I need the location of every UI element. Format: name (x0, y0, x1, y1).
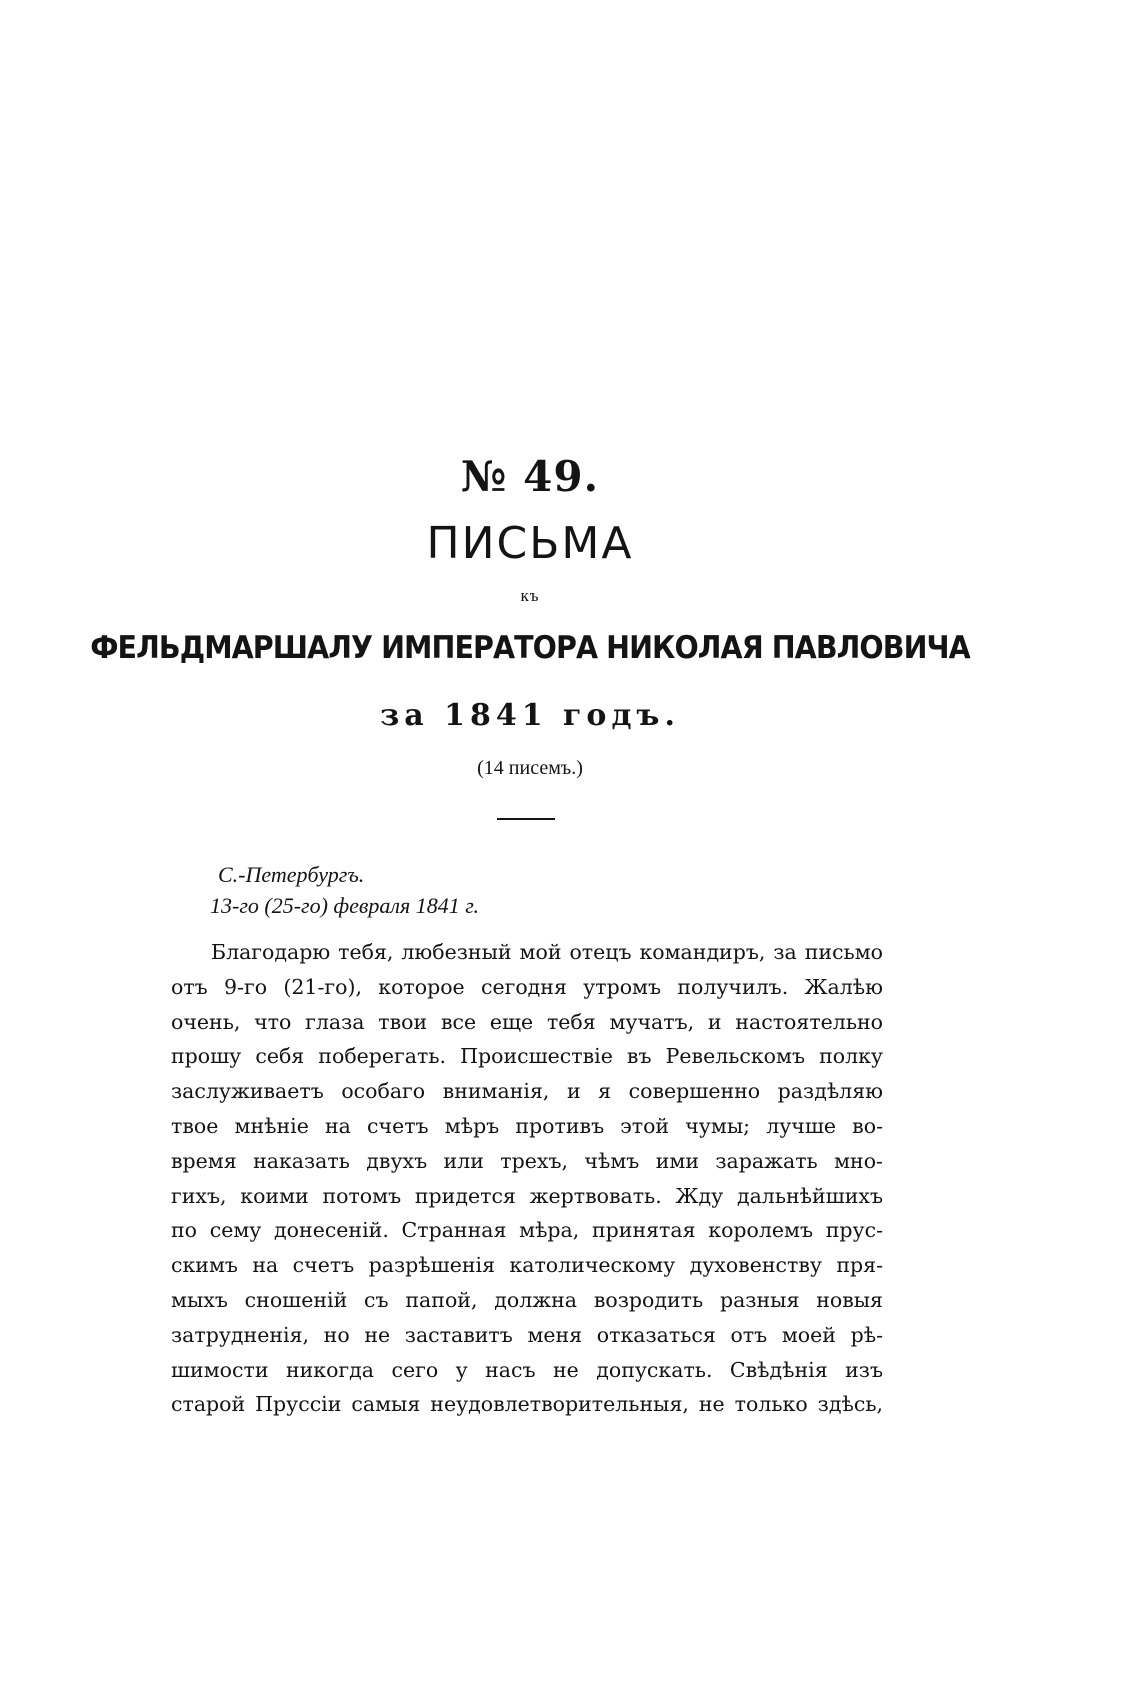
letter-count: (14 писемъ.) (477, 757, 583, 779)
title-preposition: къ (520, 586, 540, 605)
body-line: шимости никогда сего у насъ не допускать. Свѣдѣнія изъ (171, 1357, 883, 1382)
letter-date: 13-го (25-го) февраля 1841 г. (210, 893, 480, 918)
body-line: по сему донесеній. Странная мѣра, принятая королемъ прус- (171, 1218, 883, 1243)
body-line: гихъ, коими потомъ придется жертвовать. Жду дальнѣйшихъ (171, 1183, 883, 1208)
body-line: твое мнѣніе на счетъ мѣръ противъ этой чумы; лучше во- (171, 1113, 883, 1138)
body-line: старой Пруссіи самыя неудовлетворительныя, не только здѣсь, (171, 1392, 883, 1417)
letter-body (171, 935, 883, 1422)
divider-rule (497, 818, 555, 820)
body-line: очень, что глаза твои все еще тебя мучатъ, и настоятельно (171, 1009, 883, 1034)
document-number: № 49. (460, 452, 600, 501)
body-line: мыхъ сношеній съ папой, должна возродить разныя новыя (171, 1287, 883, 1312)
body-line: затрудненія, но не заставитъ меня отказаться отъ моей рѣ- (171, 1322, 883, 1347)
body-line: скимъ на счетъ разрѣшенія католическому духовенству пря- (171, 1253, 883, 1278)
body-line: Благодарю тебя, любезный мой отецъ командиръ, за письмо (211, 940, 883, 964)
body-line: прошу себя поберегать. Происшествіе въ Ревельскомъ полку (171, 1044, 883, 1069)
body-line: отъ 9-го (21-го), которое сегодня утромъ получилъ. Жалѣю (171, 974, 883, 999)
letter-place: С.-Петербургъ. (218, 862, 365, 887)
recipient-heading: ФЕЛЬДМАРШАЛУ ИМПЕРАТОРА НИКОЛАЯ ПАВЛОВИЧА (90, 630, 970, 666)
section-title: ПИСЬМА (426, 518, 634, 569)
body-line: заслуживаетъ особаго вниманія, и я совершенно раздѣляю (171, 1079, 883, 1104)
year-heading: за 1841 годъ. (380, 698, 680, 733)
body-line: время наказать двухъ или трехъ, чѣмъ ими заражать мно- (171, 1148, 883, 1173)
